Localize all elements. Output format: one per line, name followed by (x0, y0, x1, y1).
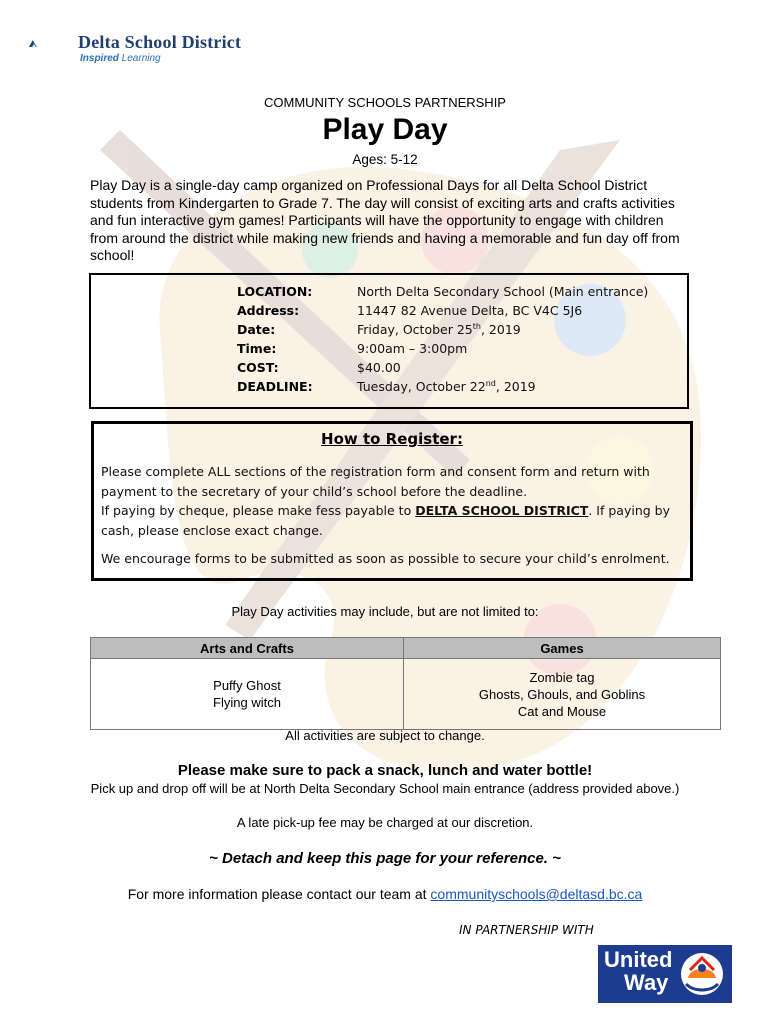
activities-intro: Play Day activities may include, but are not limited to: (231, 604, 539, 619)
games-cell (404, 659, 721, 730)
partnership-label: IN PARTNERSHIP WITH (459, 923, 594, 937)
logo-tagline: Inspired Learning (80, 53, 161, 64)
table-header-row (91, 638, 721, 659)
list-item: Zombie tag (529, 669, 595, 685)
page-title: Play Day (322, 113, 448, 146)
payee-name: DELTA SCHOOL DISTRICT (415, 503, 589, 518)
register-heading: How to Register: (321, 430, 463, 448)
address-value: 11447 82 Avenue Delta, BC V4C 5J6 (357, 303, 583, 318)
detach-note: ~ Detach and keep this page for your reference. ~ (209, 850, 561, 867)
time-value: 9:00am – 3:00pm (357, 341, 468, 356)
united-way-wordmark: United Way (604, 947, 673, 995)
pack-reminder: Please make sure to pack a snack, lunch and water bottle! (177, 762, 593, 779)
united-way-emblem-icon (676, 950, 728, 1000)
register-paragraph-2: If paying by cheque, please make fess payable to DELTA SCHOOL DISTRICT. If paying by cash, please enclose exact change. (101, 503, 670, 538)
date-value: Friday, October 25th, 2019 (357, 322, 521, 338)
list-item: Cat and Mouse (517, 703, 607, 719)
program-kicker: COMMUNITY SCHOOLS PARTNERSHIP (264, 95, 506, 110)
cost-value: $40.00 (357, 360, 401, 375)
pickup-note: Pick up and drop off will be at North Delta Secondary School main entrance (address provided above.) (90, 781, 680, 796)
activities-table (90, 637, 721, 730)
list-item: Ghosts, Ghouls, and Goblins (478, 686, 646, 702)
contact-email-link[interactable]: communityschools@deltasd.bc.ca (430, 886, 643, 902)
list-item: Puffy Ghost (213, 678, 281, 693)
games-header: Games (404, 638, 721, 659)
arts-crafts-header: Arts and Crafts (91, 638, 404, 659)
activities-change-note: All activities are subject to change. (285, 728, 485, 743)
intro-paragraph: Play Day is a single-day camp organized on Professional Days for all Delta School District students from Kindergarten to Grade 7. The day will consist of exciting arts and crafts activities and fun interactive gym games! Participants will have the opportunity to engage with children from around the district while making new friends and having a memorable and fun day off from school! (90, 177, 680, 263)
register-paragraph-3: We encourage forms to be submitted as soon as possible to secure your child’s enrolment. (101, 551, 670, 566)
late-fee-note: A late pick-up fee may be charged at our discretion. (236, 815, 534, 830)
arts-crafts-cell (91, 659, 404, 730)
deadline-value: Tuesday, October 22nd, 2019 (357, 379, 536, 395)
register-instructions (101, 462, 681, 569)
table-row (91, 659, 721, 730)
list-item: Flying witch (213, 695, 281, 710)
delta-school-district-logo (28, 24, 78, 64)
logo-name: Delta School District (78, 32, 242, 52)
location-value: North Delta Secondary School (Main entrance) (357, 284, 649, 299)
contact-line: For more information please contact our team at communityschools@deltasd.bc.ca (127, 886, 643, 902)
register-paragraph-1: Please complete ALL sections of the registration form and consent form and return with payment to the secretary of your child’s school before the deadline. (101, 464, 650, 499)
ages-line: Ages: 5-12 (352, 152, 418, 167)
